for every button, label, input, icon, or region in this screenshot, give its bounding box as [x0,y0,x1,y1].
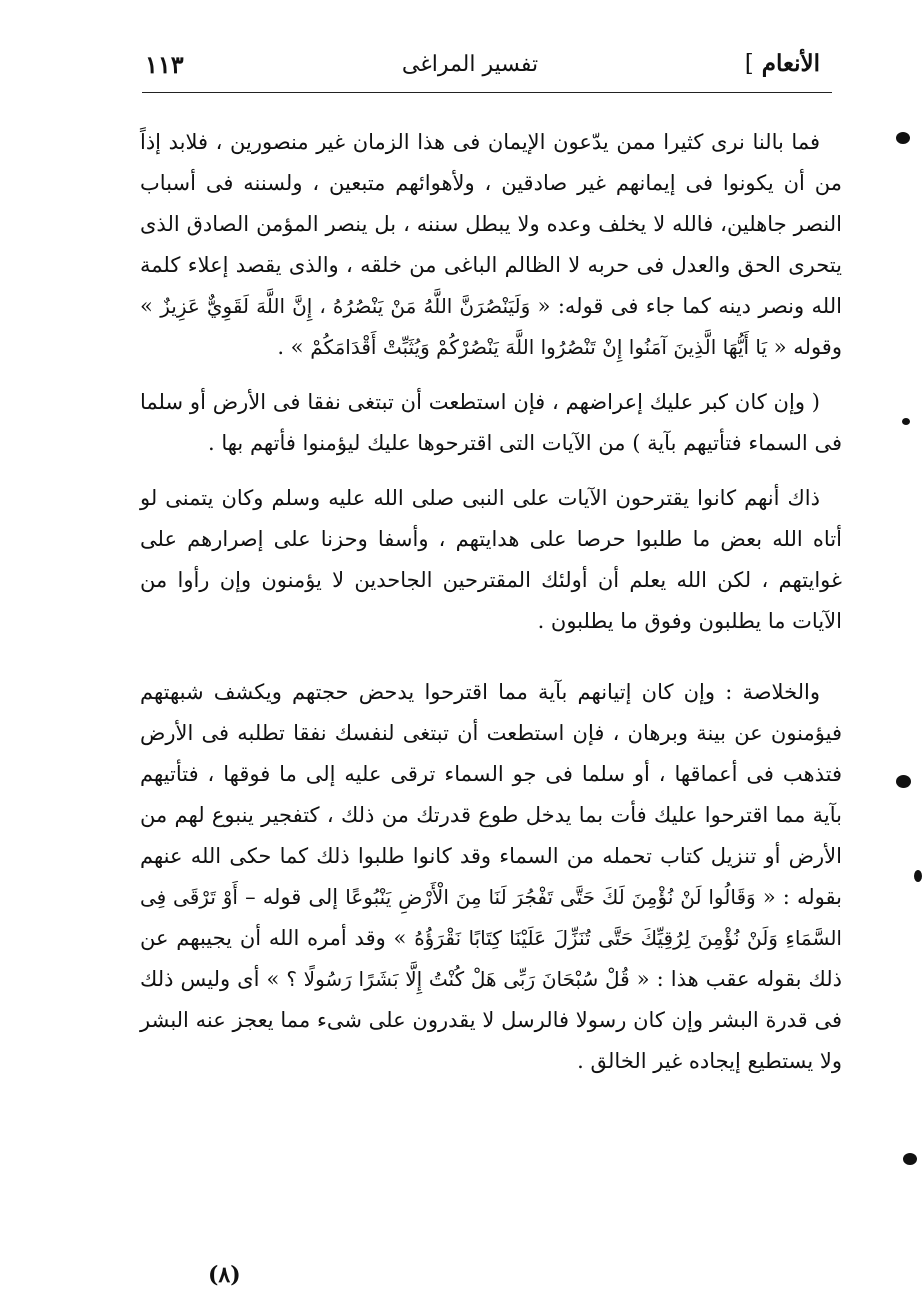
paragraph-4 [140,672,842,1082]
paragraph-4-mid: إلى قوله – [245,885,339,909]
signature-mark: (٨) [208,1262,241,1288]
quran-verse: قُلْ سُبْحَانَ رَبِّى هَلْ كُنْتُ إِلَّا بَشَرًا رَسُولًا ؟ [286,967,630,991]
paragraph-1 [140,122,842,368]
page-number: ١١٣ [145,50,184,79]
paragraph-2 [140,382,842,464]
book-title: تفسير المراغى [401,52,539,77]
scan-speck [903,1153,917,1165]
quran-verse: وَلَيَنْصُرَنَّ اللَّهُ مَنْ يَنْصُرُهُ ، إِنَّ اللَّهَ لَقَوِيٌّ عَزِيزٌ [160,294,531,318]
quran-verse: وَقَالُوا لَنْ نُؤْمِنَ لَكَ حَتَّى تَفْجُرَ لَنَا مِنَ الْأَرْضِ يَنْبُوعًا [345,885,756,909]
paragraph-1-text: فما بالنا نرى كثيرا ممن يدّعون الإيمان فى هذا الزمان غير منصورين ، فلابد إذاً من أن يكونوا فى إيمانهم غير صادقين ، ولأهوائهم متبعين ، ولسننه فى أسباب النصر جاهلين، فالله لا يخلف وعده ولا يبطل سننه ، بل ينصر المؤمن الصادق الذى يتحرى الحق والعدل فى حربه لا الظالم الباغى من خلقه ، والذى يقصد إعلاء كلمة الله ونصر دينه كما جاء فى قوله: « [140,130,842,318]
paragraph-3-text: ذاك أنهم كانوا يقترحون الآيات على النبى صلى الله عليه وسلم وكان يتمنى لو أتاه الله بعض ما طلبوا حرصا على هدايتهم ، وأسفا وحزنا على إصرارهم على غوايتهم ، لكن الله يعلم أن أولئك المقترحين الجاحدين لا يؤمنون وإن رأوا من الآيات ما يطلبون وفوق ما يطلبون . [140,486,842,633]
scan-speck [896,132,910,144]
page-header [120,42,820,92]
header-bracket: ] [744,51,754,77]
scan-speck [896,775,911,788]
surah-title: الأنعام [761,50,820,77]
paragraph-4-text: والخلاصة : وإن كان إتيانهم بآية مما اقترحوا يدحض حجتهم ويكشف شبهتهم فيؤمنون عن بينة وبرهان ، فإن استطعت أن تبتغى لنفسك نفقا تطلبه فى الأرض فتذهب فى أعماقها ، أو سلما فى جو السماء ترقى عليه إلى ما فوقها ، فتأتيهم بآية مما اقترحوا عليك فأت بما يدخل طوع قدرتك من ذلك ، كتفجير ينبوع لهم من الأرض أو تنزيل كتاب تحمله من السماء وقد كانوا طلبوا ذلك كما حكى الله عنهم بقوله : « [140,680,842,909]
scan-speck [914,870,922,882]
paragraph-1-mid: » وقوله « [140,294,842,359]
paragraph-4-mid2: » وقد أمره الله أن يجيبهم عن ذلك بقوله عقب هذا : « [140,926,842,991]
quran-verse: يَا أَيُّهَا الَّذِينَ آمَنُوا إِنْ تَنْصُرُوا اللَّهَ يَنْصُرْكُمْ وَيُثَبِّتْ أَقْدَامَكُمْ [310,335,768,359]
quran-verse: أَوْ تَرْقَى فِى السَّمَاءِ وَلَنْ نُؤْمِنَ لِرُقِيِّكَ حَتَّى تُنَزِّلَ عَلَيْنَا كِتَابًا نَقْرَؤُهُ [140,885,842,950]
scan-speck [902,418,910,425]
paragraph-2-text: ( وإن كان كبر عليك إعراضهم ، فإن استطعت أن تبتغى نفقا فى الأرض أو سلما فى السماء فتأتيهم بآية ) من الآيات التى اقترحوها عليك ليؤمنوا فأتهم بها . [140,390,842,455]
paragraph-4-end: » أى وليس ذلك فى قدرة البشر وإن كان رسولا فالرسل لا يقدرون على شىء مما يعجز عنه البشر ولا يستطيع إيجاده غير الخالق . [140,967,842,1073]
body-text [140,122,842,1082]
header-rule [142,92,832,93]
paragraph-3 [140,478,842,642]
paragraph-1-end: » . [277,335,304,359]
